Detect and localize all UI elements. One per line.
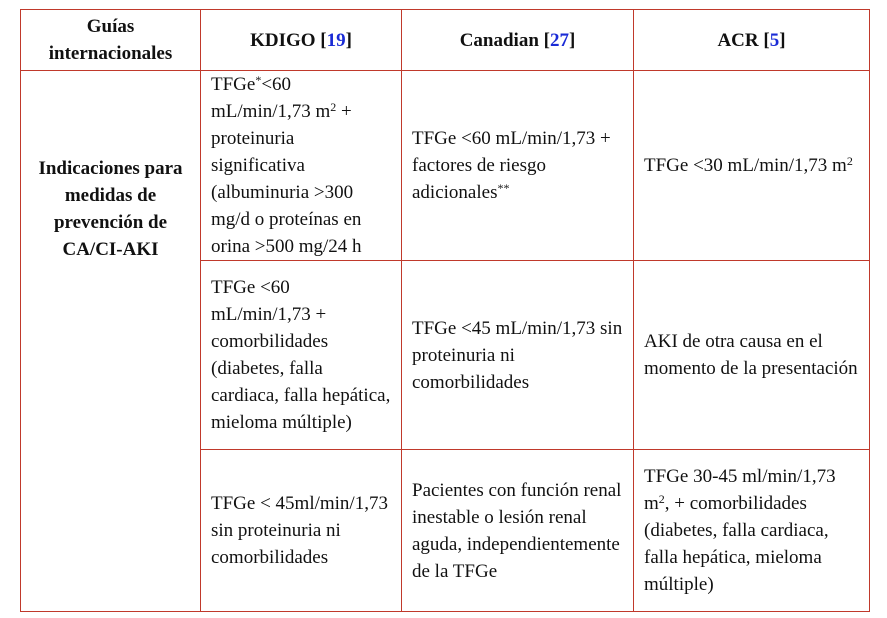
citation-link[interactable]: 27 xyxy=(549,29,569,51)
cell-acr-2: AKI de otra causa en el momento de la presentación xyxy=(634,261,870,450)
header-row xyxy=(21,10,870,71)
cell-kdigo-1: TFGe*<60 mL/min/1,73 $m^2$ + proteinuria significativa (albuminuria >300 mg/d o proteínas en orina >500 mg/24 h xyxy=(201,71,402,261)
header-kdigo: KDIGO [19] xyxy=(201,10,402,71)
header-canadian: Canadian [27] xyxy=(402,10,634,71)
cell-acr-3: TFGe 30-45 ml/min/1,73 $m^2$, + comorbilidades (diabetes, falla cardiaca, falla hepática, mieloma múltiple) xyxy=(634,450,870,612)
row-header-indicaciones: Indicaciones para medidas de prevención de CA/CI-AKI xyxy=(21,71,201,612)
guidelines-table xyxy=(20,9,870,612)
cell-canadian-3: Pacientes con función renal inestable o lesión renal aguda, independientemente de la TFGe xyxy=(402,450,634,612)
header-guias: Guías internacionales xyxy=(21,10,201,71)
cell-acr-1: TFGe <30 mL/min/1,73 $m^2$ xyxy=(634,71,870,261)
header-acr: ACR [5] xyxy=(634,10,870,71)
table-row xyxy=(21,71,870,261)
cell-kdigo-3: TFGe < 45ml/min/1,73 sin proteinuria ni comorbilidades xyxy=(201,450,402,612)
cell-canadian-1: TFGe <60 mL/min/1,73 + factores de riesgo adicionales** xyxy=(402,71,634,261)
citation-link[interactable]: 19 xyxy=(326,29,346,51)
cell-kdigo-2: TFGe <60 mL/min/1,73 + comorbilidades (diabetes, falla cardiaca, falla hepática, mieloma múltiple) xyxy=(201,261,402,450)
citation-link[interactable]: 5 xyxy=(769,29,780,51)
cell-canadian-2: TFGe <45 mL/min/1,73 sin proteinuria ni comorbilidades xyxy=(402,261,634,450)
